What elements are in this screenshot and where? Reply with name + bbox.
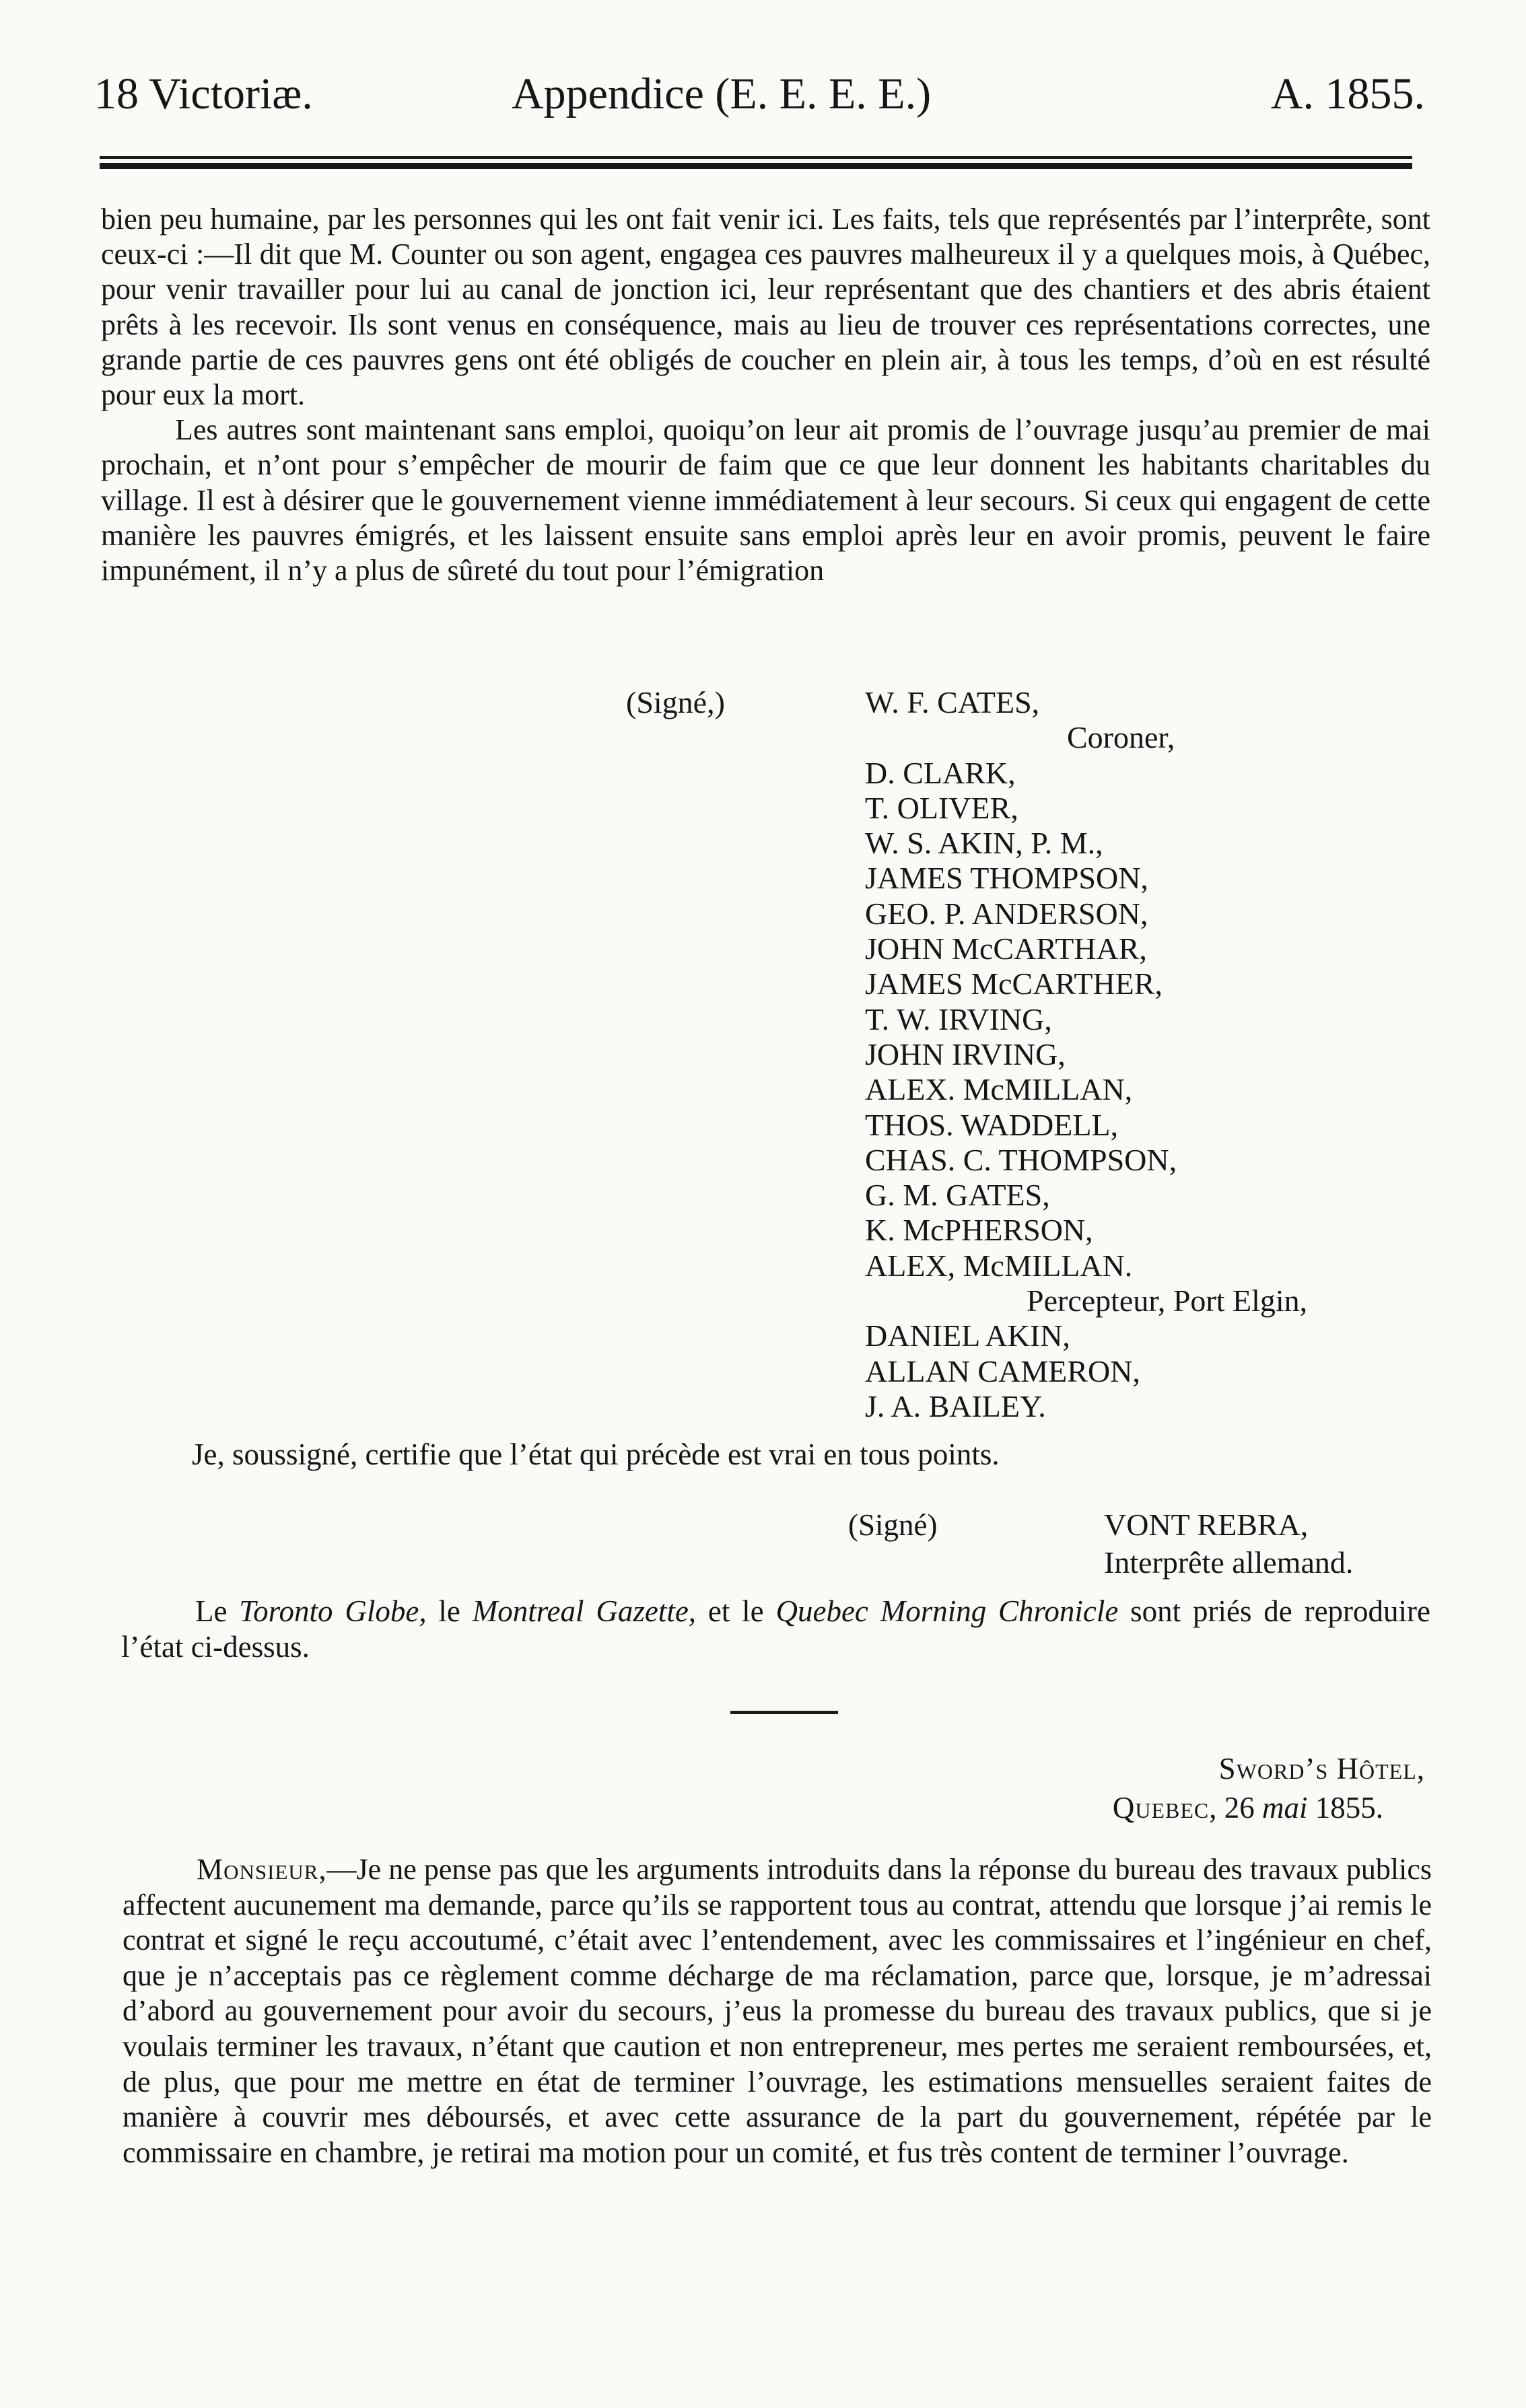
signatory-name: DANIEL AKIN, xyxy=(865,1318,1070,1353)
notice-prefix: Le xyxy=(195,1594,240,1628)
header-rule-thick xyxy=(100,163,1412,169)
body-text xyxy=(101,202,1430,588)
signature-list xyxy=(865,685,1307,1424)
certification-signed-label: (Signé) xyxy=(848,1508,938,1542)
signatory-name: J. A. BAILEY. xyxy=(865,1388,1046,1423)
signatory-name: JAMES THOMPSON, xyxy=(865,861,1148,896)
signed-label: (Signé,) xyxy=(626,685,725,719)
signatory-name: JAMES McCARTHER, xyxy=(865,966,1163,1001)
paragraph-1: bien peu humaine, par les personnes qui les ont fait venir ici. Les faits, tels que représentés par l’interprête, sont ceux-ci :—Il dit que M. Counter ou son agent, engagea ces pauvres malheureux il y a quelques mois, à Québec, pour venir travailler pour lui au canal de jonction ici, leur représentant que des chantiers et des abris étaient prêts à les recevoir. Ils sont venus en conséquence, mais au lieu de trouver ces représentations correctes, une grande partie de ces pauvres gens ont été obligés de coucher en plein air, à tous les temps, d’où en est résulté pour eux la mort. xyxy=(101,203,1430,412)
paragraph-2: Les autres sont maintenant sans emploi, quoiqu’on leur ait promis de l’ouvrage jusqu’au premier de mai prochain, et n’ont pour s’empêcher de mourir de faim que ce que leur donnent les habitants charitables du village. Il est à désirer que le gouvernement vienne immédiatement à leur secours. Si ceux qui engagent de cette manière les pauvres émigrés, et les laissent ensuite sans emploi après leur en avoir promis, peuvent le faire impunément, il n’y a plus de sûreté du tout pour l’émigration xyxy=(101,413,1430,588)
signatory-name: ALEX. McMILLAN, xyxy=(865,1072,1133,1107)
signatory-name: GEO. P. ANDERSON, xyxy=(865,896,1148,931)
letter-date-month: mai xyxy=(1262,1791,1308,1825)
notice-paper-quebec: Quebec Morning Chronicle xyxy=(775,1594,1119,1628)
signatory-name: JOHN IRVING, xyxy=(865,1036,1066,1071)
signatory-name: CHAS. C. THOMPSON, xyxy=(865,1142,1177,1177)
signatory-name: T. OLIVER, xyxy=(865,790,1018,825)
letter-body xyxy=(123,1852,1432,2170)
letter-date-prefix: , 26 xyxy=(1209,1791,1262,1825)
signatory-name: W. S. AKIN, P. M., xyxy=(865,826,1103,861)
signatory-role: Percepteur, Port Elgin, xyxy=(1027,1283,1308,1318)
signatory-name: ALEX, McMILLAN. xyxy=(865,1248,1133,1283)
letter-salutation: Monsieur, xyxy=(197,1853,327,1886)
notice-paper-toronto: Toronto Globe, xyxy=(239,1594,427,1628)
header-session: 18 Victoriæ. xyxy=(94,69,313,118)
signatory-name: JOHN McCARTHAR, xyxy=(865,931,1147,966)
header-year: A. 1855. xyxy=(1270,69,1425,118)
letter-text: —Je ne pense pas que les arguments introduits dans la réponse du bureau des travaux publics affectent aucunement ma demande, parce qu’ils se rapportent tous au contrat, attendu que lorsque j’ai remis le contrat et signé le reçu accoutumé, c’était avec l’entendement, avec les commissaires et l’ingénieur en chef, que je n’acceptais pas ce règlement comme décharge de ma réclamation, parce que, lorsque, je m’adressai d’abord au gouvernement pour avoir du secours, j’eus la promesse du bureau des travaux publics, que si je voulais terminer les travaux, n’étant que caution et non entrepreneur, mes pertes me seraient remboursées, et, de plus, que pour me mettre en état de terminer l’ouvrage, les estimations mensuelles seraient faites de manière à couvrir mes déboursés, et avec cette assurance de la part du gouvernement, répétée par le commissaire en chambre, je retirai ma motion pour un comité, et fus très content de terminer l’ouvrage. xyxy=(123,1853,1432,2169)
header-rule-thin xyxy=(100,156,1412,159)
letter-city: Quebec xyxy=(1112,1791,1210,1825)
notice-mid-2: et le xyxy=(696,1594,776,1628)
newspaper-notice xyxy=(121,1594,1430,1664)
letter-dateline xyxy=(1113,1790,1383,1825)
interpreter-name: VONT REBRA, xyxy=(1104,1508,1309,1542)
letter-location: Sword’s Hôtel, xyxy=(1218,1752,1425,1785)
interpreter-title: Interprête allemand. xyxy=(1104,1545,1354,1580)
signatory-name: W. F. CATES, xyxy=(865,685,1040,719)
signatory-name: THOS. WADDELL, xyxy=(865,1107,1119,1142)
notice-suffix: sont priés de reproduire l’état ci-dessus. xyxy=(121,1594,1430,1664)
signatory-name: T. W. IRVING, xyxy=(865,1001,1052,1036)
signatory-name: ALLAN CAMERON, xyxy=(865,1353,1140,1388)
section-divider xyxy=(730,1711,838,1714)
notice-paper-montreal: Montreal Gazette, xyxy=(472,1594,697,1628)
certification-statement: Je, soussigné, certifie que l’état qui précède est vrai en tous points. xyxy=(192,1438,1000,1471)
letter-date-year: 1855. xyxy=(1307,1791,1383,1825)
notice-mid-1: le xyxy=(426,1594,473,1628)
signatory-name: K. McPHERSON, xyxy=(865,1213,1093,1248)
signatory-name: D. CLARK, xyxy=(865,755,1016,790)
signatory-role: Coroner, xyxy=(1067,720,1175,755)
header-title: Appendice (E. E. E. E.) xyxy=(512,69,932,118)
signatory-name: G. M. GATES, xyxy=(865,1178,1050,1213)
